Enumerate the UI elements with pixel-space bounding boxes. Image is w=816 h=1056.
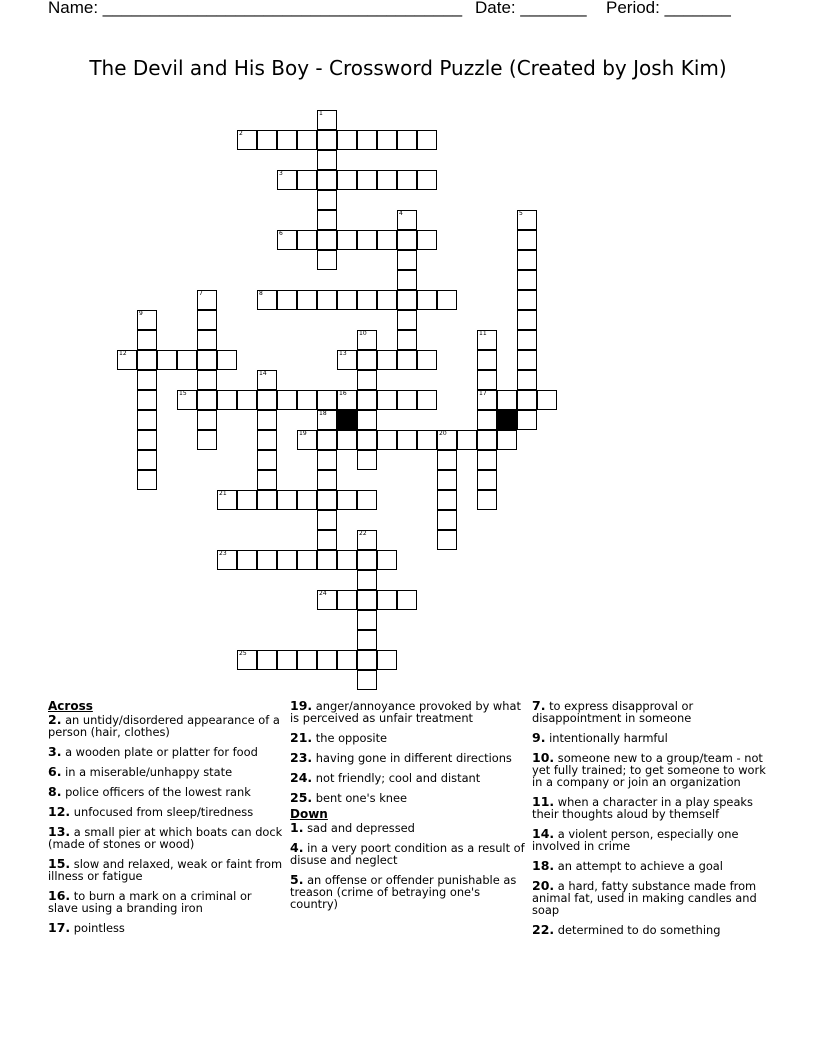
clue-number: 2 [239, 130, 243, 137]
clue-number-label: 23. [290, 750, 313, 765]
crossword-cell[interactable] [517, 290, 537, 310]
clue-column-1 [48, 700, 283, 942]
clue-number: 13 [339, 350, 347, 357]
crossword-cell[interactable] [317, 130, 337, 150]
crossword-cell[interactable] [357, 550, 377, 570]
crossword-cell[interactable] [297, 230, 317, 250]
crossword-cell[interactable] [397, 290, 417, 310]
crossword-cell[interactable] [277, 130, 297, 150]
clue-number-label: 21. [290, 730, 313, 745]
clue-number-label: 14. [532, 826, 555, 841]
crossword-cell[interactable] [317, 470, 337, 490]
clue-column-3 [532, 700, 767, 944]
crossword-cell[interactable] [357, 350, 377, 370]
crossword-cell[interactable] [517, 370, 537, 390]
clue-text: having gone in different directions [312, 751, 512, 765]
crossword-cell[interactable] [357, 450, 377, 470]
clue-number-label: 7. [532, 698, 546, 713]
clue-number-label: 11. [532, 794, 555, 809]
crossword-cell[interactable] [437, 490, 457, 510]
crossword-cell[interactable] [317, 550, 337, 570]
crossword-cell[interactable] [137, 410, 157, 430]
crossword-cell[interactable] [397, 310, 417, 330]
crossword-cell[interactable] [337, 230, 357, 250]
crossword-cell[interactable] [357, 170, 377, 190]
crossword-cell[interactable] [257, 410, 277, 430]
crossword-cell[interactable] [257, 130, 277, 150]
clue-number: 7 [199, 290, 203, 297]
clue-number-label: 16. [48, 888, 71, 903]
crossword-cell[interactable] [217, 350, 237, 370]
date-field[interactable]: Date: _______ [475, 0, 587, 17]
clue-number-label: 3. [48, 744, 62, 759]
clue-number-label: 12. [48, 804, 71, 819]
crossword-cell[interactable] [317, 210, 337, 230]
clue-item [532, 880, 767, 916]
clue-item [532, 700, 767, 724]
crossword-cell[interactable] [477, 430, 497, 450]
clue-item [532, 732, 767, 744]
clue-item [48, 858, 283, 882]
crossword-cell[interactable] [357, 610, 377, 630]
crossword-cell[interactable] [517, 330, 537, 350]
clue-number-label: 19. [290, 698, 313, 713]
crossword-cell[interactable] [417, 350, 437, 370]
crossword-cell[interactable] [517, 210, 537, 230]
crossword-cell[interactable] [317, 150, 337, 170]
crossword-cell[interactable] [317, 390, 337, 410]
crossword-cell[interactable] [317, 450, 337, 470]
clue-item [290, 752, 525, 764]
crossword-cell[interactable] [237, 490, 257, 510]
crossword-cell[interactable] [197, 410, 217, 430]
clue-text: pointless [70, 921, 125, 935]
clue-text: an attempt to achieve a goal [554, 859, 723, 873]
crossword-cell[interactable] [397, 270, 417, 290]
crossword-cell[interactable] [177, 390, 197, 410]
crossword-cell[interactable] [437, 510, 457, 530]
crossword-cell[interactable] [257, 550, 277, 570]
crossword-cell[interactable] [477, 490, 497, 510]
clue-number-label: 8. [48, 784, 62, 799]
down-heading: Down [290, 807, 328, 821]
crossword-cell[interactable] [417, 430, 437, 450]
crossword-cell[interactable] [177, 350, 197, 370]
crossword-cell[interactable] [377, 130, 397, 150]
crossword-cell[interactable] [497, 430, 517, 450]
crossword-cell[interactable] [277, 390, 297, 410]
crossword-cell[interactable] [537, 390, 557, 410]
crossword-cell[interactable] [357, 130, 377, 150]
across-heading: Across [48, 699, 93, 713]
clue-number-label: 15. [48, 856, 71, 871]
crossword-cell[interactable] [357, 370, 377, 390]
clue-item [48, 714, 283, 738]
crossword-cell[interactable] [397, 430, 417, 450]
clue-number-label: 25. [290, 790, 313, 805]
clue-text: a small pier at which boats can dock (made of stones or wood) [48, 825, 283, 851]
crossword-cell[interactable] [157, 350, 177, 370]
clue-number-label: 10. [532, 750, 555, 765]
crossword-cell[interactable] [397, 350, 417, 370]
crossword-cell[interactable] [517, 250, 537, 270]
crossword-cell[interactable] [377, 550, 397, 570]
crossword-cell[interactable] [317, 530, 337, 550]
crossword-cell[interactable] [257, 490, 277, 510]
clue-text: a violent person, especially one involved in crime [532, 827, 739, 853]
clue-number: 4 [399, 210, 403, 217]
crossword-cell[interactable] [357, 410, 377, 430]
crossword-cell[interactable] [237, 130, 257, 150]
clue-item [290, 700, 525, 724]
clue-item [532, 796, 767, 820]
clue-text: a wooden plate or platter for food [61, 745, 258, 759]
crossword-cell[interactable] [297, 290, 317, 310]
crossword-cell[interactable] [337, 550, 357, 570]
crossword-cell[interactable] [357, 630, 377, 650]
crossword-cell[interactable] [437, 290, 457, 310]
crossword-cell[interactable] [417, 390, 437, 410]
crossword-cell[interactable] [297, 130, 317, 150]
clue-number: 3 [279, 170, 283, 177]
clue-text: the opposite [312, 731, 388, 745]
crossword-cell[interactable] [297, 390, 317, 410]
clue-item [48, 826, 283, 850]
clue-text: to express disapproval or disappointment in someone [532, 699, 694, 725]
crossword-cell[interactable] [377, 590, 397, 610]
crossword-cell[interactable] [477, 410, 497, 430]
crossword-cell[interactable] [297, 430, 317, 450]
clue-item [48, 806, 283, 818]
crossword-cell[interactable] [197, 350, 217, 370]
crossword-cell[interactable] [397, 590, 417, 610]
clue-text: in a very poort condition as a result of disuse and neglect [290, 841, 525, 867]
crossword-cell[interactable] [397, 130, 417, 150]
clue-item [290, 842, 525, 866]
clue-item [532, 752, 767, 788]
crossword-cell[interactable] [357, 570, 377, 590]
crossword-cell[interactable] [357, 670, 377, 690]
clue-text: intentionally harmful [545, 731, 668, 745]
crossword-cell[interactable] [257, 470, 277, 490]
crossword-cell[interactable] [217, 390, 237, 410]
crossword-cell[interactable] [397, 170, 417, 190]
crossword-cell[interactable] [257, 650, 277, 670]
crossword-cell[interactable] [197, 330, 217, 350]
clue-number-label: 24. [290, 770, 313, 785]
clue-text: someone new to a group/team - not yet fully trained; to get someone to work in a company or join an organization [532, 751, 766, 789]
crossword-cell[interactable] [477, 470, 497, 490]
crossword-cell[interactable] [297, 550, 317, 570]
crossword-cell[interactable] [377, 430, 397, 450]
crossword-cell[interactable] [197, 290, 217, 310]
crossword-cell[interactable] [337, 430, 357, 450]
clue-number: 23 [219, 550, 227, 557]
clue-number-label: 1. [290, 820, 304, 835]
clue-number: 8 [259, 290, 263, 297]
crossword-cell[interactable] [477, 350, 497, 370]
black-square [497, 410, 517, 430]
crossword-cell[interactable] [237, 390, 257, 410]
clue-text: slow and relaxed, weak or faint from illness or fatigue [48, 857, 283, 883]
crossword-cell[interactable] [357, 390, 377, 410]
crossword-cell[interactable] [277, 490, 297, 510]
crossword-cell[interactable] [277, 290, 297, 310]
clue-text: police officers of the lowest rank [61, 785, 251, 799]
clue-item [48, 766, 283, 778]
crossword-cell[interactable] [517, 390, 537, 410]
crossword-cell[interactable] [377, 350, 397, 370]
crossword-cell[interactable] [317, 190, 337, 210]
clue-number: 10 [359, 330, 367, 337]
crossword-cell[interactable] [297, 170, 317, 190]
crossword-cell[interactable] [517, 350, 537, 370]
crossword-cell[interactable] [137, 330, 157, 350]
crossword-cell[interactable] [317, 250, 337, 270]
crossword-cell[interactable] [317, 110, 337, 130]
clue-number: 15 [179, 390, 187, 397]
crossword-cell[interactable] [317, 490, 337, 510]
clue-number: 9 [139, 310, 143, 317]
crossword-cell[interactable] [377, 170, 397, 190]
crossword-cell[interactable] [437, 430, 457, 450]
clue-number-label: 20. [532, 878, 555, 893]
crossword-cell[interactable] [397, 210, 417, 230]
clue-column-2 [290, 700, 525, 918]
crossword-cell[interactable] [137, 430, 157, 450]
crossword-cell[interactable] [297, 650, 317, 670]
crossword-cell[interactable] [137, 390, 157, 410]
clue-number-label: 5. [290, 872, 304, 887]
clue-number: 24 [319, 590, 327, 597]
clue-item [532, 828, 767, 852]
crossword-cell[interactable] [337, 590, 357, 610]
clue-text: to burn a mark on a criminal or slave using a branding iron [48, 889, 252, 915]
clue-number-label: 18. [532, 858, 555, 873]
crossword-cell[interactable] [317, 410, 337, 430]
crossword-cell[interactable] [317, 170, 337, 190]
crossword-cell[interactable] [317, 590, 337, 610]
clue-number: 11 [479, 330, 487, 337]
clue-text: sad and depressed [303, 821, 415, 835]
crossword-cell[interactable] [257, 430, 277, 450]
clue-text: bent one's knee [312, 791, 408, 805]
name-field[interactable]: Name: ______________________________________ [48, 0, 463, 17]
crossword-cell[interactable] [257, 370, 277, 390]
clue-number: 22 [359, 530, 367, 537]
clue-item [532, 924, 767, 936]
clue-number: 5 [519, 210, 523, 217]
crossword-cell[interactable] [277, 550, 297, 570]
clue-item [290, 792, 525, 804]
crossword-cell[interactable] [397, 330, 417, 350]
clue-item [290, 772, 525, 784]
crossword-cell[interactable] [277, 170, 297, 190]
crossword-cell[interactable] [317, 230, 337, 250]
clue-item [532, 860, 767, 872]
black-square [337, 410, 357, 430]
crossword-cell[interactable] [337, 170, 357, 190]
clue-text: an untidy/disordered appearance of a person (hair, clothes) [48, 713, 280, 739]
crossword-cell[interactable] [437, 530, 457, 550]
clue-number: 19 [299, 430, 307, 437]
crossword-cell[interactable] [137, 470, 157, 490]
clue-number-label: 6. [48, 764, 62, 779]
crossword-cell[interactable] [317, 510, 337, 530]
crossword-cell[interactable] [417, 130, 437, 150]
clue-number: 6 [279, 230, 283, 237]
crossword-cell[interactable] [397, 250, 417, 270]
crossword-cell[interactable] [337, 390, 357, 410]
crossword-cell[interactable] [217, 490, 237, 510]
clue-text: not friendly; cool and distant [312, 771, 481, 785]
clue-item [290, 732, 525, 744]
clue-text: determined to do something [554, 923, 721, 937]
crossword-cell[interactable] [477, 450, 497, 470]
crossword-cell[interactable] [137, 370, 157, 390]
clue-item [290, 822, 525, 834]
crossword-cell[interactable] [357, 330, 377, 350]
crossword-cell[interactable] [317, 430, 337, 450]
clue-number-label: 17. [48, 920, 71, 935]
crossword-cell[interactable] [497, 390, 517, 410]
clue-number: 17 [479, 390, 487, 397]
clue-number-label: 22. [532, 922, 555, 937]
crossword-cell[interactable] [237, 650, 257, 670]
clue-number-label: 13. [48, 824, 71, 839]
clue-item [48, 786, 283, 798]
crossword-cell[interactable] [357, 430, 377, 450]
crossword-cell[interactable] [377, 230, 397, 250]
crossword-cell[interactable] [417, 290, 437, 310]
crossword-cell[interactable] [277, 650, 297, 670]
crossword-cell[interactable] [357, 650, 377, 670]
crossword-cell[interactable] [257, 450, 277, 470]
clue-text: an offense or offender punishable as treason (crime of betraying one's country) [290, 873, 517, 911]
crossword-cell[interactable] [397, 230, 417, 250]
crossword-cell[interactable] [137, 350, 157, 370]
crossword-cell[interactable] [357, 530, 377, 550]
crossword-cell[interactable] [337, 350, 357, 370]
crossword-cell[interactable] [337, 490, 357, 510]
crossword-cell[interactable] [417, 170, 437, 190]
clue-item [48, 746, 283, 758]
crossword-cell[interactable] [517, 270, 537, 290]
crossword-cell[interactable] [257, 290, 277, 310]
crossword-cell[interactable] [377, 390, 397, 410]
crossword-cell[interactable] [377, 290, 397, 310]
crossword-cell[interactable] [437, 470, 457, 490]
crossword-cell[interactable] [317, 650, 337, 670]
crossword-cell[interactable] [437, 450, 457, 470]
clue-number-label: 2. [48, 712, 62, 727]
clue-text: in a miserable/unhappy state [61, 765, 233, 779]
crossword-cell[interactable] [477, 390, 497, 410]
crossword-cell[interactable] [197, 370, 217, 390]
crossword-cell[interactable] [517, 410, 537, 430]
puzzle-title: The Devil and His Boy - Crossword Puzzle (Created by Josh Kim) [89, 56, 727, 80]
clue-number: 14 [259, 370, 267, 377]
crossword-cell[interactable] [277, 230, 297, 250]
clue-item [48, 922, 283, 934]
clue-item [290, 874, 525, 910]
crossword-cell[interactable] [217, 550, 237, 570]
clue-number: 25 [239, 650, 247, 657]
clue-number-label: 4. [290, 840, 304, 855]
clue-number: 12 [119, 350, 127, 357]
crossword-cell[interactable] [357, 590, 377, 610]
crossword-cell[interactable] [357, 290, 377, 310]
crossword-cell[interactable] [417, 230, 437, 250]
crossword-cell[interactable] [197, 310, 217, 330]
crossword-cell[interactable] [397, 390, 417, 410]
clue-number: 1 [319, 110, 323, 117]
clue-number: 18 [319, 410, 327, 417]
crossword-cell[interactable] [137, 450, 157, 470]
clue-number: 20 [439, 430, 447, 437]
crossword-cell[interactable] [337, 290, 357, 310]
clue-text: unfocused from sleep/tiredness [70, 805, 254, 819]
crossword-cell[interactable] [517, 310, 537, 330]
crossword-cell[interactable] [297, 490, 317, 510]
period-field[interactable]: Period: _______ [606, 0, 731, 17]
crossword-cell[interactable] [337, 130, 357, 150]
clue-number: 21 [219, 490, 227, 497]
crossword-cell[interactable] [237, 550, 257, 570]
clue-text: a hard, fatty substance made from animal fat, used in making candles and soap [532, 879, 757, 917]
crossword-cell[interactable] [377, 650, 397, 670]
crossword-cell[interactable] [357, 230, 377, 250]
crossword-cell[interactable] [197, 390, 217, 410]
clue-number-label: 9. [532, 730, 546, 745]
crossword-cell[interactable] [477, 370, 497, 390]
crossword-cell[interactable] [117, 350, 137, 370]
crossword-cell[interactable] [477, 330, 497, 350]
clue-text: anger/annoyance provoked by what is perceived as unfair treatment [290, 699, 521, 725]
crossword-cell[interactable] [457, 430, 477, 450]
crossword-cell[interactable] [317, 290, 337, 310]
crossword-cell[interactable] [257, 390, 277, 410]
crossword-cell[interactable] [197, 430, 217, 450]
crossword-cell[interactable] [137, 310, 157, 330]
clue-number: 16 [339, 390, 347, 397]
clue-item [48, 890, 283, 914]
crossword-cell[interactable] [517, 230, 537, 250]
crossword-cell[interactable] [357, 490, 377, 510]
crossword-cell[interactable] [337, 650, 357, 670]
clue-text: when a character in a play speaks their thoughts aloud by themself [532, 795, 753, 821]
